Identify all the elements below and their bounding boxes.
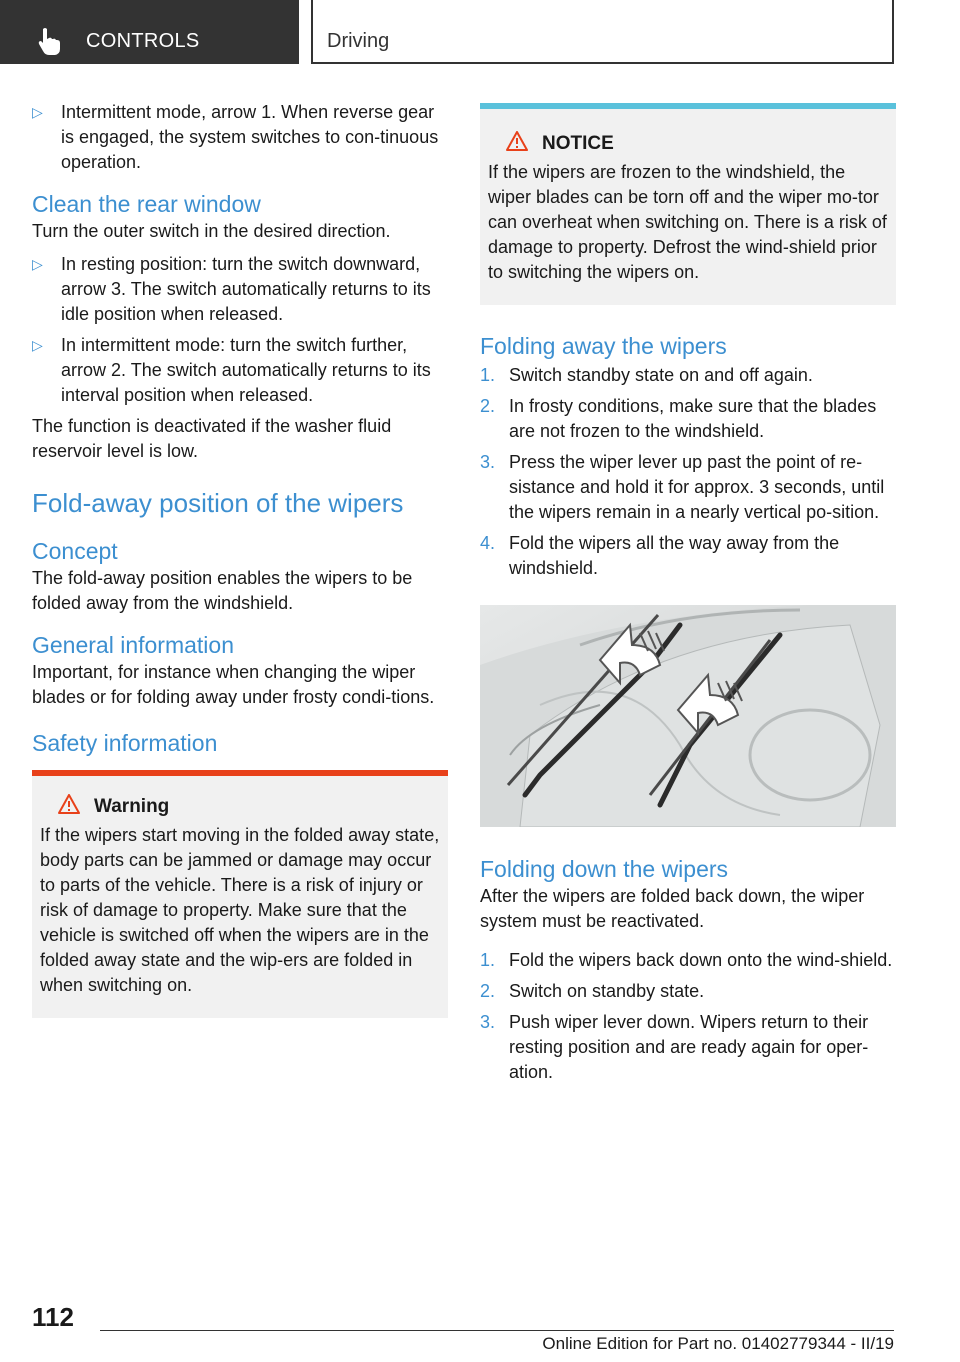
general-text: Important, for instance when changing the wiper blades or for folding away under frosty condi-tions.	[32, 662, 435, 707]
heading-concept: Concept	[32, 538, 118, 564]
list-item: 2. In frosty conditions, make sure that the blades are not frozen to the windshield.	[480, 396, 877, 441]
chapter-label: Driving	[327, 30, 390, 52]
heading-general-information: General information	[32, 632, 234, 658]
list-item: 3. Press the wiper lever up past the point of re-sistance and hold it for approx. 3 seconds, until the wipers remain in a nearly vertical po-sition.	[480, 452, 885, 522]
rear-window-list	[32, 252, 448, 408]
rear-window-note: The function is deactivated if the washer fluid reservoir level is low.	[32, 416, 392, 461]
page-number: 112	[32, 1302, 74, 1332]
notice-title: NOTICE	[542, 133, 614, 154]
folding-away-steps	[480, 363, 896, 581]
hand-pointer-icon	[34, 26, 64, 56]
left-column	[32, 100, 448, 1018]
folding-down-steps	[480, 948, 896, 1085]
notice-text: If the wipers are frozen to the windshield, the wiper blades can be torn off and the wiper mo-tor can overheat when switching on. There is a risk of damage to property. Defrost the wind-shield prior to switching the wipers on.	[488, 162, 887, 282]
list-item: 1. Fold the wipers back down onto the wind-shield.	[480, 950, 893, 970]
rear-window-intro: Turn the outer switch in the desired direction.	[32, 221, 391, 241]
warning-title: Warning	[94, 796, 170, 817]
heading-safety-information: Safety information	[32, 730, 218, 756]
list-item: 3. Push wiper lever down. Wipers return to their resting position and are ready again for oper-ation.	[480, 1012, 869, 1082]
warning-triangle-icon	[58, 794, 80, 814]
list-item: ▷ In intermittent mode: turn the switch further, arrow 2. The switch automatically returns to its interval position when released.	[32, 335, 431, 405]
footer-edition: Online Edition for Part no. 01402779344 - II/19	[542, 1334, 894, 1353]
chapter-header	[311, 0, 894, 64]
section-header	[0, 0, 299, 64]
list-item: 1. Switch standby state on and off again.	[480, 365, 813, 385]
folding-down-intro: After the wipers are folded back down, the wiper system must be reactivated.	[480, 886, 865, 931]
list-item: ▷ In resting position: turn the switch downward, arrow 3. The switch automatically returns to its idle position when released.	[32, 254, 431, 324]
triangle-bullet-icon: ▷	[32, 337, 43, 353]
heading-folding-away: Folding away the wipers	[480, 333, 727, 359]
warning-triangle-icon	[506, 131, 528, 151]
list-item: 4. Fold the wipers all the way away from the windshield.	[480, 533, 840, 578]
triangle-bullet-icon: ▷	[32, 104, 43, 120]
heading-folding-down: Folding down the wipers	[480, 856, 729, 882]
wiper-fold-away-illustration	[480, 605, 896, 827]
bullet-list-top	[32, 100, 448, 175]
warning-text: If the wipers start moving in the folded away state, body parts can be jammed or damage may occur to parts of the vehicle. There is a risk of injury or risk of damage to property. Make sure that the vehicle is switched off when the wipers are in the folded away state and the wip-ers are folded in when switching on.	[40, 825, 440, 995]
heading-fold-away: Fold-away position of the wipers	[32, 488, 404, 518]
triangle-bullet-icon: ▷	[32, 256, 43, 272]
list-item: ▷ Intermittent mode, arrow 1. When reverse gear is engaged, the system switches to con-tinuous operation.	[32, 102, 439, 172]
right-column	[480, 103, 896, 1091]
concept-text: The fold-away position enables the wipers to be folded away from the windshield.	[32, 568, 413, 613]
list-item: 2. Switch on standby state.	[480, 981, 705, 1001]
notice-box	[480, 103, 896, 305]
footer-divider	[100, 1330, 894, 1331]
section-label: CONTROLS	[86, 30, 200, 52]
heading-rear-window: Clean the rear window	[32, 191, 261, 217]
warning-box	[32, 770, 448, 1018]
